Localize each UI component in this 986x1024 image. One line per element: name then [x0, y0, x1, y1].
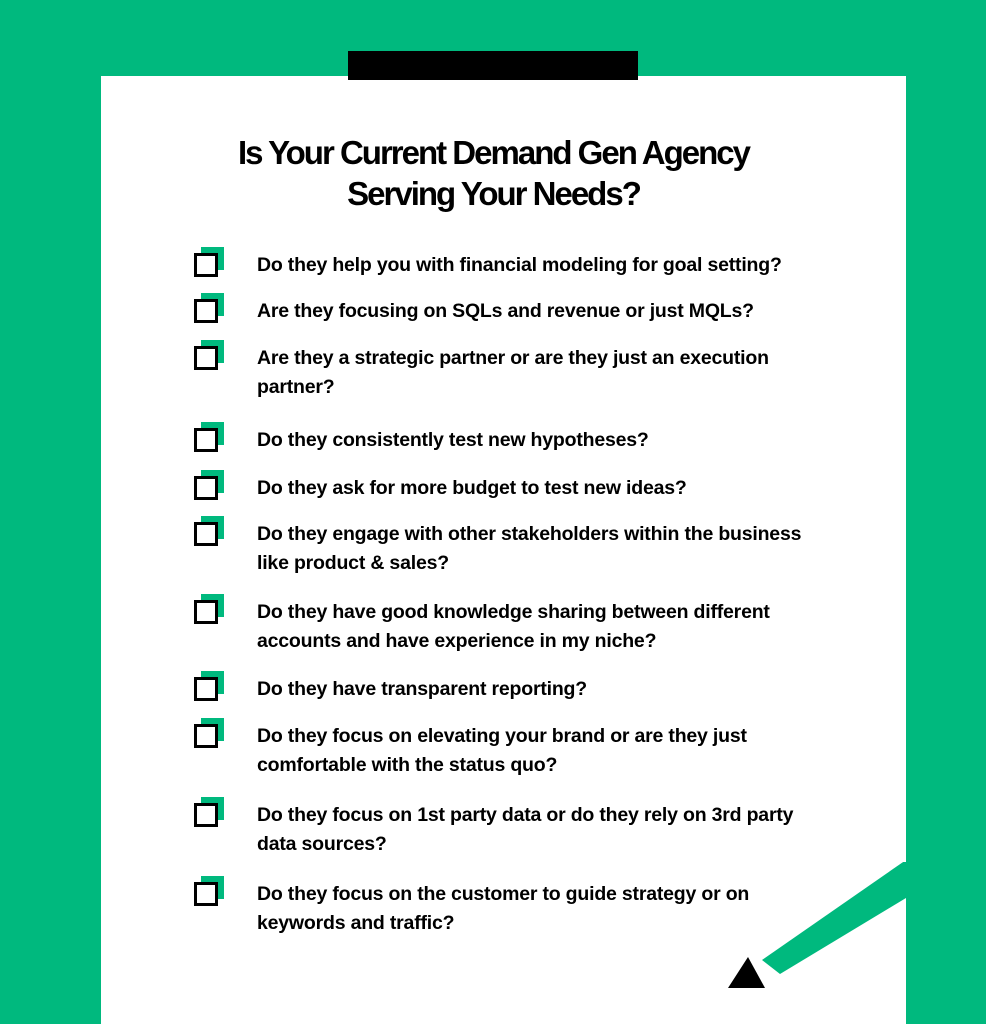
- checklist-item-text: Do they ask for more budget to test new ideas?: [257, 477, 687, 499]
- checklist-item-text: Do they have good knowledge sharing between different accounts and have experience in my niche?: [257, 601, 770, 652]
- checkbox-icon[interactable]: [194, 518, 224, 548]
- pencil-icon: [728, 862, 928, 992]
- clipboard-clip: [348, 51, 638, 80]
- checklist-item-text: Are they focusing on SQLs and revenue or just MQLs?: [257, 300, 754, 322]
- checklist-item-text: Are they a strategic partner or are they just an execution partner?: [257, 347, 769, 398]
- checklist-item-text: Do they focus on 1st party data or do they rely on 3rd party data sources?: [257, 804, 794, 855]
- checkbox-icon[interactable]: [194, 249, 224, 279]
- checklist-item-text: Do they engage with other stakeholders within the business like product & sales?: [257, 523, 802, 574]
- checkbox-icon[interactable]: [194, 295, 224, 325]
- checkbox-icon[interactable]: [194, 472, 224, 502]
- checkbox-icon[interactable]: [194, 720, 224, 750]
- page-title: [101, 132, 886, 214]
- checkbox-icon[interactable]: [194, 799, 224, 829]
- title-line-1: Is Your Current Demand Gen Agency: [237, 134, 750, 171]
- checkbox-icon[interactable]: [194, 673, 224, 703]
- checklist-item-text: Do they help you with financial modeling for goal setting?: [257, 254, 782, 276]
- title-line-2: Serving Your Needs?: [347, 175, 640, 212]
- checklist-item-text: Do they focus on elevating your brand or are they just comfortable with the status quo?: [257, 725, 747, 776]
- checkbox-icon[interactable]: [194, 878, 224, 908]
- checkbox-icon[interactable]: [194, 424, 224, 454]
- checkbox-icon[interactable]: [194, 596, 224, 626]
- checkbox-icon[interactable]: [194, 342, 224, 372]
- checklist-item-text: Do they focus on the customer to guide strategy or on keywords and traffic?: [257, 883, 750, 934]
- checklist-item-text: Do they consistently test new hypotheses?: [257, 429, 649, 451]
- checklist-item-text: Do they have transparent reporting?: [257, 678, 587, 700]
